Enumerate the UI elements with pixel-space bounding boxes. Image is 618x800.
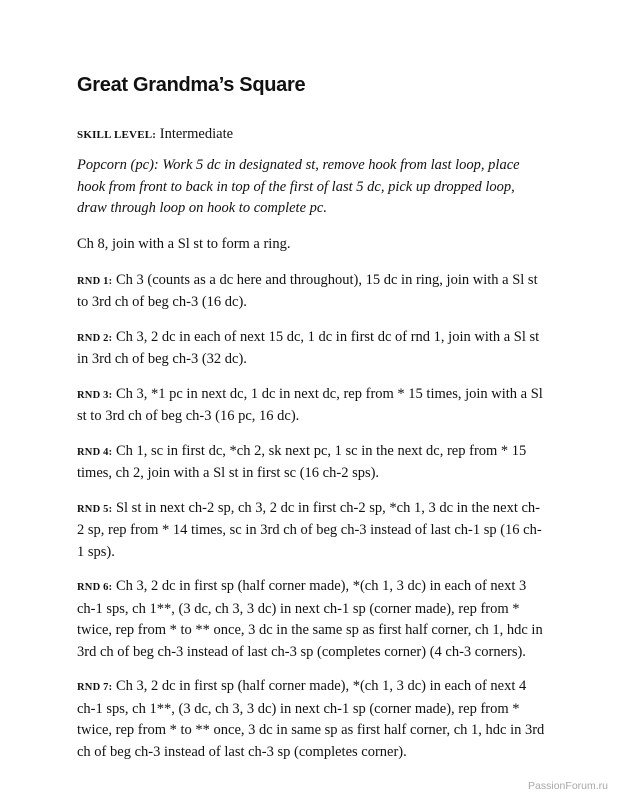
skill-level-value: Intermediate [159, 126, 234, 142]
page-title: Great Grandma’s Square [77, 74, 306, 96]
skill-level [77, 124, 547, 145]
intro-instruction: Ch 8, join with a Sl st to form a ring. [77, 235, 291, 252]
round-text: Ch 3, 2 dc in each of next 15 dc, 1 dc in first dc of rnd 1, join with a Sl st in 3rd ch of beg ch-3 (32 dc). [77, 328, 540, 367]
round-label: RND 3: [77, 389, 113, 401]
round-label: RND 4: [77, 446, 113, 458]
round-text: Ch 3, 2 dc in first sp (half corner made), *(ch 1, 3 dc) in each of next 3 ch-1 sps, ch 1**, (3 dc, ch 3, 3 dc) in next ch-1 sp (corner made), rep from * twice, rep from * to ** once, 3 dc in the same sp as first half corner, ch 1, hdc in 3rd ch of beg ch-3 instead of last ch-3 sp (completes corner) (4 ch-3 corners). [77, 578, 543, 660]
watermark: PassionForum.ru [528, 780, 608, 792]
round-label: RND 5: [77, 503, 113, 515]
round-7 [77, 676, 547, 763]
round-label: RND 2: [77, 332, 113, 344]
round-3 [77, 384, 547, 428]
round-text: Ch 3, 2 dc in first sp (half corner made), *(ch 1, 3 dc) in each of next 4 ch-1 sps, ch 1**, (3 dc, ch 3, 3 dc) in next ch-1 sp (corner made), rep from * twice, rep from * to ** once, 3 dc in same sp as first half corner, ch 1, hdc in 3rd ch of beg ch-3 instead of last ch-3 sp (completes corner). [77, 678, 545, 760]
round-6 [77, 576, 547, 663]
round-4 [77, 441, 547, 485]
skill-level-label: SKILL LEVEL: [77, 129, 157, 141]
document-page [77, 72, 547, 776]
popcorn-definition: Popcorn (pc): Work 5 dc in designated st, remove hook from last loop, place hook from front to back in top of the first of last 5 dc, pick up dropped loop, draw through loop on hook to complete pc. [77, 157, 520, 216]
round-text: Sl st in next ch-2 sp, ch 3, 2 dc in first ch-2 sp, *ch 1, 3 dc in the next ch-2 sp, rep from * 14 times, sc in 3rd ch of beg ch-3 instead of last ch-1 sp (16 ch-1 sps). [77, 499, 542, 560]
round-label: RND 6: [77, 582, 113, 593]
round-label: RND 1: [77, 275, 113, 287]
round-5 [77, 498, 547, 564]
round-text: Ch 3, *1 pc in next dc, 1 dc in next dc, rep from * 15 times, join with a Sl st to 3rd ch of beg ch-3 (16 pc, 16 dc). [77, 385, 543, 424]
round-label: RND 7: [77, 682, 113, 693]
round-text: Ch 1, sc in first dc, *ch 2, sk next pc, 1 sc in the next dc, rep from * 15 times, ch 2, join with a Sl st in first sc (16 ch-2 sps). [77, 442, 527, 481]
round-2 [77, 327, 547, 371]
round-1 [77, 270, 547, 314]
round-text: Ch 3 (counts as a dc here and throughout), 15 dc in ring, join with a Sl st to 3rd ch of beg ch-3 (16 dc). [77, 271, 538, 310]
